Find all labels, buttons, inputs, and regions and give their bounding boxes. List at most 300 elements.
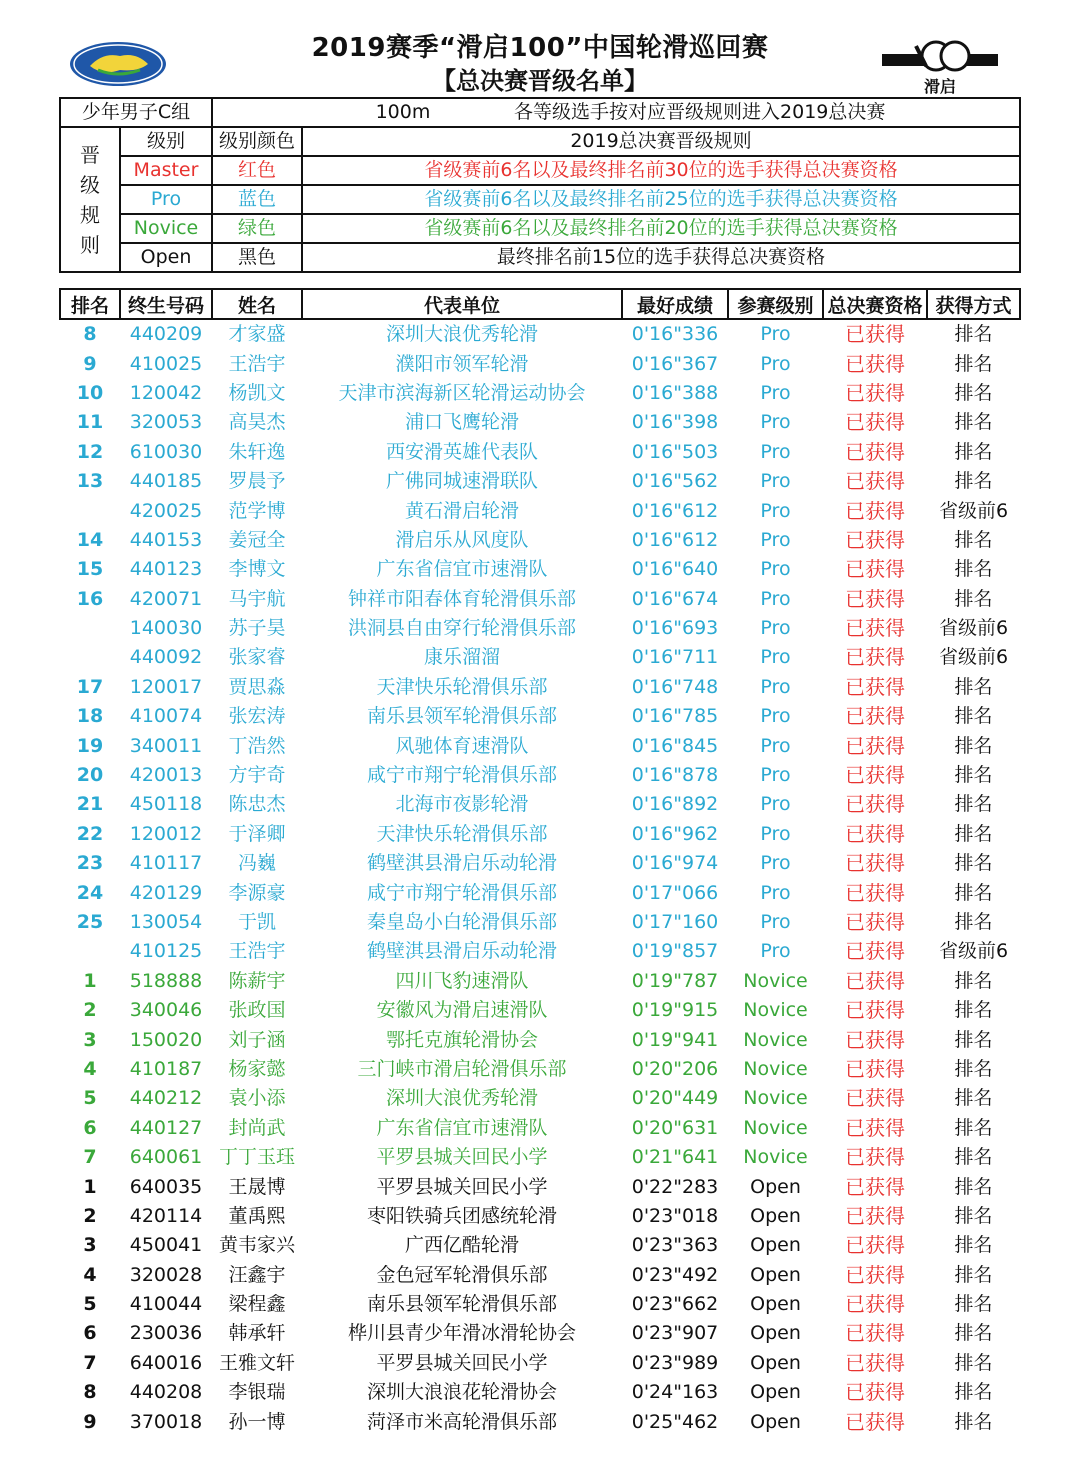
rules-header-color: 级别颜色 xyxy=(212,127,302,156)
rule-color: 绿色 xyxy=(212,214,302,243)
qualified-cell: 已获得 xyxy=(845,527,905,552)
table-row xyxy=(60,1407,1020,1436)
club-cell: 鄂托克旗轮滑协会 xyxy=(385,1028,538,1051)
name-cell: 苏子昊 xyxy=(228,617,286,640)
qualified-cell: 已获得 xyxy=(845,704,905,729)
qualified-cell: 已获得 xyxy=(845,439,905,464)
level-cell: Novice xyxy=(743,1116,808,1139)
table-row xyxy=(60,1319,1020,1348)
method-cell: 排名 xyxy=(954,822,993,845)
group-row xyxy=(60,98,1020,127)
method-cell: 省级前6 xyxy=(938,646,1009,669)
level-cell: Pro xyxy=(760,352,791,375)
club-cell: 平罗县城关回民小学 xyxy=(376,1175,548,1198)
qualified-cell: 已获得 xyxy=(845,1262,905,1287)
club-cell: 鹤壁淇县滑启乐动轮滑 xyxy=(366,852,557,875)
method-cell: 排名 xyxy=(954,1146,993,1169)
id-cell: 440208 xyxy=(129,1381,203,1404)
rank-cell: 5 xyxy=(83,1293,97,1316)
name-cell: 王浩宇 xyxy=(228,940,286,963)
col-header-level: 参赛级别 xyxy=(728,289,823,319)
id-cell: 130054 xyxy=(129,911,203,933)
rank-cell: 12 xyxy=(76,440,104,463)
qualified-cell: 已获得 xyxy=(845,498,905,523)
table-row xyxy=(60,1349,1020,1378)
rank-cell: 9 xyxy=(83,352,97,375)
name-cell: 李博文 xyxy=(228,558,286,581)
rank-cell xyxy=(60,496,120,525)
club-cell: 咸宁市翔宁轮滑俱乐部 xyxy=(366,764,557,787)
group-note: 各等级选手按对应晋级规则进入2019总决赛 xyxy=(514,101,886,123)
rank-cell: 6 xyxy=(83,1322,97,1345)
name-cell: 方宇奇 xyxy=(228,764,286,787)
rank-cell: 15 xyxy=(76,558,104,581)
club-cell: 鹤壁淇县滑启乐动轮滑 xyxy=(366,940,557,963)
level-cell: Pro xyxy=(760,911,791,933)
best-time-cell: 0'16"503 xyxy=(631,440,719,463)
club-cell: 风驰体育速滑队 xyxy=(395,734,529,757)
name-cell: 李银瑞 xyxy=(228,1381,286,1404)
id-cell: 450118 xyxy=(129,793,203,816)
club-cell: 咸宁市翔宁轮滑俱乐部 xyxy=(366,881,557,904)
rank-cell: 11 xyxy=(76,411,104,434)
best-time-cell: 0'16"785 xyxy=(631,705,719,728)
id-cell: 440127 xyxy=(129,1116,203,1139)
qualified-cell: 已获得 xyxy=(845,410,905,435)
rules-side-label: 晋 级 规 则 xyxy=(60,127,120,272)
level-cell: Novice xyxy=(743,999,808,1022)
col-header-name: 姓名 xyxy=(212,289,302,319)
name-cell: 韩承轩 xyxy=(228,1322,286,1345)
level-cell: Pro xyxy=(760,705,791,728)
qualified-cell: 已获得 xyxy=(845,1086,905,1111)
table-row xyxy=(60,1378,1020,1407)
club-cell: 金色冠军轮滑俱乐部 xyxy=(376,1263,548,1286)
rank-cell: 1 xyxy=(83,969,97,992)
table-row xyxy=(60,673,1020,702)
id-cell: 440185 xyxy=(129,470,203,493)
club-cell: 康乐溜溜 xyxy=(423,646,500,669)
name-cell: 张宏涛 xyxy=(228,705,286,728)
method-cell: 排名 xyxy=(954,381,993,404)
best-time-cell: 0'16"640 xyxy=(631,558,719,581)
table-row xyxy=(60,790,1020,819)
group-event-cell xyxy=(212,98,1020,127)
rank-cell: 21 xyxy=(76,793,104,816)
rule-text: 省级赛前6名以及最终排名前25位的选手获得总决赛资格 xyxy=(302,185,1020,214)
name-cell: 杨凯文 xyxy=(228,381,286,404)
method-cell: 排名 xyxy=(954,1263,993,1286)
id-cell: 320028 xyxy=(129,1263,203,1286)
table-row xyxy=(60,996,1020,1025)
method-cell: 排名 xyxy=(954,1293,993,1316)
table-row xyxy=(60,702,1020,731)
name-cell: 姜冠全 xyxy=(228,528,286,551)
rank-cell: 3 xyxy=(83,1234,97,1257)
league-logo xyxy=(68,40,168,88)
club-cell: 四川飞豹速滑队 xyxy=(395,969,529,992)
method-cell: 排名 xyxy=(954,734,993,757)
col-header-club: 代表单位 xyxy=(302,289,622,319)
rank-cell: 13 xyxy=(76,470,104,493)
qualified-cell: 已获得 xyxy=(845,880,905,905)
method-cell: 排名 xyxy=(954,352,993,375)
rank-cell: 7 xyxy=(83,1146,97,1169)
rank-cell: 23 xyxy=(76,852,104,875)
id-cell: 320053 xyxy=(129,411,203,434)
col-header-qualified: 总决赛资格 xyxy=(823,289,927,319)
rank-cell: 2 xyxy=(83,1204,97,1227)
table-row xyxy=(60,878,1020,907)
level-cell: Pro xyxy=(760,940,791,963)
table-body xyxy=(60,319,1020,1437)
id-cell: 150020 xyxy=(129,1028,203,1051)
name-cell: 朱轩逸 xyxy=(228,440,286,463)
club-cell: 天津快乐轮滑俱乐部 xyxy=(376,822,548,845)
level-cell: Pro xyxy=(760,381,791,404)
level-cell: Pro xyxy=(760,558,791,581)
level-cell: Open xyxy=(750,1175,801,1198)
qualified-cell: 已获得 xyxy=(845,763,905,788)
id-cell: 440123 xyxy=(129,558,203,581)
method-cell: 排名 xyxy=(954,1057,993,1080)
id-cell: 440153 xyxy=(129,528,203,551)
group-event: 100m xyxy=(375,101,431,123)
qualified-cell: 已获得 xyxy=(845,322,905,347)
level-cell: Pro xyxy=(760,411,791,434)
method-cell: 排名 xyxy=(954,1116,993,1139)
rank-cell: 5 xyxy=(83,1087,97,1110)
level-cell: Pro xyxy=(760,764,791,787)
table-row xyxy=(60,1172,1020,1201)
id-cell: 230036 xyxy=(129,1322,203,1345)
level-cell: Novice xyxy=(743,1087,808,1110)
name-cell: 于泽卿 xyxy=(228,822,286,845)
brand-logo-text: 滑启 xyxy=(923,77,956,96)
method-cell: 排名 xyxy=(954,1204,993,1227)
club-cell: 桦川县青少年滑冰滑轮协会 xyxy=(347,1322,576,1345)
level-cell: Open xyxy=(750,1204,801,1227)
method-cell: 排名 xyxy=(954,1351,993,1374)
best-time-cell: 0'19"787 xyxy=(631,969,719,992)
group-name: 少年男子C组 xyxy=(60,98,212,127)
qualified-cell: 已获得 xyxy=(845,380,905,405)
method-cell: 排名 xyxy=(954,852,993,875)
best-time-cell: 0'23"907 xyxy=(631,1322,719,1345)
qualified-cell: 已获得 xyxy=(845,1115,905,1140)
rule-level: Novice xyxy=(120,214,212,243)
rules-header-level: 级别 xyxy=(120,127,212,156)
best-time-cell: 0'16"398 xyxy=(631,411,719,434)
id-cell: 410117 xyxy=(129,852,203,875)
best-time-cell: 0'16"748 xyxy=(631,675,719,698)
rules-header-rule: 2019总决赛晋级规则 xyxy=(302,127,1020,156)
id-cell: 420013 xyxy=(129,764,203,787)
id-cell: 410044 xyxy=(129,1293,203,1316)
level-cell: Pro xyxy=(760,881,791,904)
qualified-cell: 已获得 xyxy=(845,851,905,876)
level-cell: Pro xyxy=(760,587,791,610)
qualified-cell: 已获得 xyxy=(845,968,905,993)
best-time-cell: 0'23"989 xyxy=(631,1351,719,1374)
level-cell: Pro xyxy=(760,852,791,875)
club-cell: 浦口飞鹰轮滑 xyxy=(404,411,519,434)
qualified-cell: 已获得 xyxy=(845,586,905,611)
method-cell: 排名 xyxy=(954,528,993,551)
best-time-cell: 0'22"283 xyxy=(631,1175,719,1198)
club-cell: 黄石滑启轮滑 xyxy=(404,499,519,522)
rank-cell: 19 xyxy=(76,734,104,757)
table-row xyxy=(60,761,1020,790)
level-cell: Novice xyxy=(743,1146,808,1169)
best-time-cell: 0'19"941 xyxy=(631,1028,719,1051)
best-time-cell: 0'23"018 xyxy=(631,1204,719,1227)
qualified-cell: 已获得 xyxy=(845,1233,905,1258)
method-cell: 排名 xyxy=(954,470,993,493)
rank-cell: 4 xyxy=(83,1263,97,1286)
level-cell: Pro xyxy=(760,499,791,522)
rank-cell: 4 xyxy=(83,1057,97,1080)
rank-cell: 20 xyxy=(76,764,104,787)
table-row xyxy=(60,937,1020,966)
club-cell: 菏泽市米高轮滑俱乐部 xyxy=(366,1410,557,1433)
table-row xyxy=(60,1261,1020,1290)
id-cell: 410187 xyxy=(129,1057,203,1080)
level-cell: Pro xyxy=(760,793,791,816)
club-cell: 枣阳铁骑兵团感统轮滑 xyxy=(366,1204,557,1227)
best-time-cell: 0'24"163 xyxy=(631,1381,719,1404)
name-cell: 冯巍 xyxy=(237,852,276,875)
rank-cell: 18 xyxy=(76,705,104,728)
best-time-cell: 0'16"974 xyxy=(631,852,719,875)
table-row xyxy=(60,967,1020,996)
id-cell: 340046 xyxy=(129,999,203,1022)
club-cell: 秦皇岛小白轮滑俱乐部 xyxy=(366,911,557,933)
name-cell: 王雅文轩 xyxy=(218,1351,295,1374)
club-cell: 安徽风为滑启速滑队 xyxy=(376,999,548,1022)
rules-header-row xyxy=(60,127,1020,156)
best-time-cell: 0'23"363 xyxy=(631,1234,719,1257)
id-cell: 120017 xyxy=(129,675,203,698)
best-time-cell: 0'16"674 xyxy=(631,587,719,610)
name-cell: 才家盛 xyxy=(228,323,286,346)
club-cell: 深圳大浪浪花轮滑协会 xyxy=(366,1381,557,1404)
name-cell: 罗晨予 xyxy=(228,470,286,493)
method-cell: 排名 xyxy=(954,440,993,463)
id-cell: 410125 xyxy=(129,940,203,963)
method-cell: 排名 xyxy=(954,1381,993,1404)
qualified-cell: 已获得 xyxy=(845,1145,905,1170)
best-time-cell: 0'16"612 xyxy=(631,528,719,551)
rule-text: 省级赛前6名以及最终排名前30位的选手获得总决赛资格 xyxy=(302,156,1020,185)
club-cell: 北海市夜影轮滑 xyxy=(395,793,529,816)
method-cell: 排名 xyxy=(954,705,993,728)
method-cell: 排名 xyxy=(954,1028,993,1051)
name-cell: 丁丁玉珏 xyxy=(218,1146,295,1169)
qualified-cell: 已获得 xyxy=(845,469,905,494)
level-cell: Pro xyxy=(760,734,791,757)
best-time-cell: 0'25"462 xyxy=(631,1410,719,1433)
method-cell: 排名 xyxy=(954,969,993,992)
rank-cell: 7 xyxy=(83,1351,97,1374)
rule-row-novice xyxy=(60,214,1020,243)
club-cell: 南乐县领军轮滑俱乐部 xyxy=(366,705,557,728)
method-cell: 排名 xyxy=(954,1410,993,1433)
level-cell: Pro xyxy=(760,675,791,698)
qualified-cell: 已获得 xyxy=(845,557,905,582)
id-cell: 120012 xyxy=(129,822,203,845)
best-time-cell: 0'16"711 xyxy=(631,646,719,669)
rank-cell: 16 xyxy=(76,587,104,610)
name-cell: 杨家懿 xyxy=(228,1057,286,1080)
best-time-cell: 0'23"662 xyxy=(631,1293,719,1316)
method-cell: 排名 xyxy=(954,764,993,787)
qualified-cell: 已获得 xyxy=(845,1380,905,1405)
qualified-cell: 已获得 xyxy=(845,1321,905,1346)
name-cell: 封尚武 xyxy=(228,1116,286,1139)
rule-row-pro xyxy=(60,185,1020,214)
method-cell: 排名 xyxy=(954,1234,993,1257)
table-row xyxy=(60,1143,1020,1172)
rank-cell xyxy=(60,643,120,672)
rank-cell: 25 xyxy=(76,911,104,933)
id-cell: 420025 xyxy=(129,499,203,522)
best-time-cell: 0'20"631 xyxy=(631,1116,719,1139)
qualified-cell: 已获得 xyxy=(845,1350,905,1375)
rule-level: Pro xyxy=(120,185,212,214)
table-row xyxy=(60,849,1020,878)
best-time-cell: 0'23"492 xyxy=(631,1263,719,1286)
qualified-cell: 已获得 xyxy=(845,616,905,641)
table-row xyxy=(60,585,1020,614)
table-header-row xyxy=(60,289,1020,319)
table-row xyxy=(60,643,1020,672)
rank-cell xyxy=(60,937,120,966)
id-cell: 370018 xyxy=(129,1410,203,1433)
table-row xyxy=(60,319,1020,349)
id-cell: 440212 xyxy=(129,1087,203,1110)
club-cell: 广佛同城速滑联队 xyxy=(385,470,538,493)
best-time-cell: 0'21"641 xyxy=(631,1146,719,1169)
qualified-cell: 已获得 xyxy=(845,674,905,699)
table-row xyxy=(60,379,1020,408)
rule-text: 最终排名前15位的选手获得总决赛资格 xyxy=(302,243,1020,272)
method-cell: 排名 xyxy=(954,999,993,1022)
club-cell: 西安滑英雄代表队 xyxy=(385,440,538,463)
name-cell: 丁浩然 xyxy=(228,734,286,757)
name-cell: 高昊杰 xyxy=(228,411,286,434)
id-cell: 420071 xyxy=(129,587,203,610)
id-cell: 340011 xyxy=(129,734,203,757)
club-cell: 天津快乐轮滑俱乐部 xyxy=(376,675,548,698)
table-row xyxy=(60,820,1020,849)
rule-color: 黑色 xyxy=(212,243,302,272)
method-cell: 排名 xyxy=(954,675,993,698)
club-cell: 南乐县领军轮滑俱乐部 xyxy=(366,1293,557,1316)
name-cell: 陈忠杰 xyxy=(228,793,286,816)
method-cell: 排名 xyxy=(954,911,993,933)
table-row xyxy=(60,438,1020,467)
table-row xyxy=(60,1084,1020,1113)
level-cell: Open xyxy=(750,1351,801,1374)
best-time-cell: 0'19"857 xyxy=(631,940,719,963)
rule-level: Master xyxy=(120,156,212,185)
best-time-cell: 0'16"336 xyxy=(631,323,719,346)
best-time-cell: 0'19"915 xyxy=(631,999,719,1022)
qualified-cell: 已获得 xyxy=(845,1292,905,1317)
table-row xyxy=(60,908,1020,937)
level-cell: Open xyxy=(750,1322,801,1345)
name-cell: 张政国 xyxy=(228,999,286,1022)
club-cell: 三门峡市滑启轮滑俱乐部 xyxy=(357,1057,567,1080)
table-row xyxy=(60,526,1020,555)
id-cell: 450041 xyxy=(129,1234,203,1257)
table-row xyxy=(60,614,1020,643)
rule-row-open xyxy=(60,243,1020,272)
qualified-cell: 已获得 xyxy=(845,792,905,817)
level-cell: Open xyxy=(750,1410,801,1433)
name-cell: 王晟博 xyxy=(228,1175,286,1198)
qualified-cell: 已获得 xyxy=(845,998,905,1023)
id-cell: 420129 xyxy=(129,881,203,904)
best-time-cell: 0'17"066 xyxy=(631,881,719,904)
name-cell: 于凯 xyxy=(237,911,276,933)
id-cell: 518888 xyxy=(129,969,203,992)
id-cell: 140030 xyxy=(129,617,203,640)
table-row xyxy=(60,1290,1020,1319)
name-cell: 陈薪宇 xyxy=(228,969,286,992)
id-cell: 420114 xyxy=(129,1204,203,1227)
name-cell: 李源豪 xyxy=(228,881,286,904)
id-cell: 640035 xyxy=(129,1175,203,1198)
table-row xyxy=(60,408,1020,437)
rank-cell: 9 xyxy=(83,1410,97,1433)
level-cell: Pro xyxy=(760,323,791,346)
page-title: 2019赛季“滑启100”中国轮滑巡回赛 xyxy=(311,33,769,63)
level-cell: Pro xyxy=(760,528,791,551)
page-subtitle: 【总决赛晋级名单】 xyxy=(432,67,648,95)
id-cell: 610030 xyxy=(129,440,203,463)
club-cell: 广东省信宜市速滑队 xyxy=(376,1116,548,1139)
qualifier-table xyxy=(59,288,1021,1437)
club-cell: 广东省信宜市速滑队 xyxy=(376,558,548,581)
method-cell: 排名 xyxy=(954,881,993,904)
method-cell: 省级前6 xyxy=(938,617,1009,640)
level-cell: Novice xyxy=(743,1028,808,1051)
method-cell: 排名 xyxy=(954,793,993,816)
best-time-cell: 0'16"878 xyxy=(631,764,719,787)
name-cell: 黄韦家兴 xyxy=(218,1234,295,1257)
best-time-cell: 0'20"449 xyxy=(631,1087,719,1110)
level-cell: Pro xyxy=(760,617,791,640)
rank-cell: 6 xyxy=(83,1116,97,1139)
col-header-best: 最好成绩 xyxy=(622,289,728,319)
name-cell: 梁程鑫 xyxy=(228,1293,286,1316)
rank-cell: 2 xyxy=(83,999,97,1022)
method-cell: 排名 xyxy=(954,1087,993,1110)
table-row xyxy=(60,1055,1020,1084)
table-row xyxy=(60,555,1020,584)
level-cell: Pro xyxy=(760,646,791,669)
qualified-cell: 已获得 xyxy=(845,821,905,846)
col-header-id: 终生号码 xyxy=(120,289,212,319)
club-cell: 广西亿酷轮滑 xyxy=(404,1234,519,1257)
method-cell: 排名 xyxy=(954,1175,993,1198)
col-header-method: 获得方式 xyxy=(927,289,1020,319)
rules-table xyxy=(59,97,1021,273)
name-cell: 王浩宇 xyxy=(228,352,286,375)
method-cell: 省级前6 xyxy=(938,499,1009,522)
